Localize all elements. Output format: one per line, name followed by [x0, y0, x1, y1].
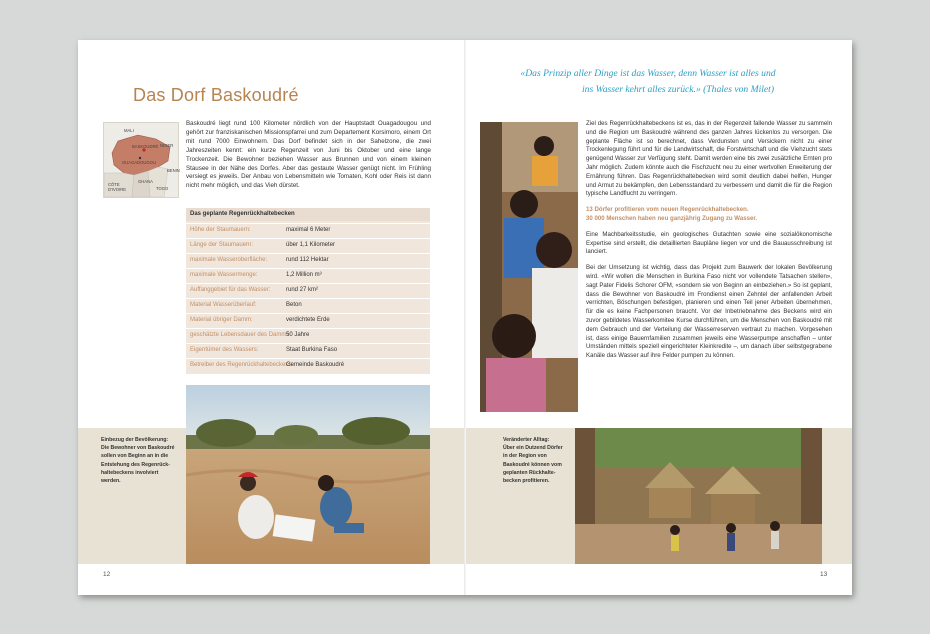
paragraph: Bei der Umsetzung ist wichtig, dass das Projekt zum Bauwerk der lokalen Bevölkerung wird. «Wir wollen die Menschen in Burkina Faso nicht vor vollendete Tatsachen stellen», sagt Pater Fidelis Schorer OFM, «sondern sie von Beginn an einbeziehen.» So ist geplant, dass die Bewohner von Baskoudré im Frondienst einen Zehntel der anfallenden Arbeit verrichten, Böschungen befestigen, planieren und einen Teil jener Arbeiten übernehmen, für die es keine Fachpersonen braucht. Vor der Inbetriebnahme des Beckens wird ein zuvor gebildetes Wasserkomitee Kurse durchführen, um die Menschen von Baskoudré mit dem Gebrauch und der Verteilung der Wasserreserven vertraut zu machen. Vorgesehen ist, dass einige Bauernfamilien zusammen jeweils eine Wasserpumpe anschaffen – unter Umständen mittels speziell eingerichteter Kleinkredite –, um danach über selbstgegrabene Kanäle das Wasser auf ihre Felder pumpen zu können.	[586, 264, 832, 360]
facts-row	[186, 238, 430, 253]
facts-value: 1,2 Million m³	[286, 272, 322, 278]
caption-line: geplanten Rückhalte-	[503, 469, 556, 476]
map-label: NIGER	[160, 143, 174, 148]
caption-line: Baskoudré können vom	[503, 461, 562, 468]
page-number-left: 12	[103, 571, 111, 578]
highlight-line: 13 Dörfer profitieren vom neuen Regenrückhaltebecken.	[586, 206, 749, 214]
facts-key: Material übriger Damm:	[190, 317, 253, 323]
facts-key: maximale Wassermenge:	[190, 272, 258, 278]
caption-line: sollen von Beginn an in die	[101, 453, 169, 460]
right-photo-caption	[503, 436, 563, 485]
map-label: BENIN	[167, 168, 180, 173]
left-photo-caption	[101, 436, 175, 485]
facts-key: Länge der Staumauern:	[190, 242, 254, 248]
page-number-right: 13	[820, 571, 828, 578]
facts-value: Beton	[286, 302, 302, 308]
facts-header	[186, 208, 430, 221]
facts-row	[186, 283, 430, 298]
facts-title: Das geplante Regenrückhaltebecken	[190, 211, 295, 217]
caption-line: Veränderter Alltag:	[503, 437, 550, 443]
caption-line: in der Region von	[503, 453, 547, 460]
caption-line: Über ein Dutzend Dörfer	[503, 445, 563, 452]
page-title: Das Dorf Baskoudré	[133, 85, 299, 105]
map-label: TOGO	[156, 186, 169, 191]
right-body-text	[586, 120, 832, 368]
photo-children	[480, 122, 578, 412]
facts-value: über 1,1 Kilometer	[286, 242, 336, 248]
map-label: CÔTE D'IVOIRE	[108, 182, 127, 192]
quote-line: ins Wasser kehrt alles zurück.» (Thales von Milet)	[581, 84, 775, 95]
paragraph: Eine Machbarkeitsstudie, ein geologisches Gutachten sowie eine sozialökonomische Expertise sind erstellt, die detaillierten Baupläne liegen vor und die Bauausschreibung ist lanciert.	[586, 230, 832, 256]
facts-value: maximal 6 Meter	[286, 227, 331, 233]
photo-village	[575, 428, 822, 564]
facts-value: verdichtete Erde	[286, 317, 330, 323]
page-gutter	[464, 40, 466, 595]
caption-line: becken profitieren.	[503, 478, 550, 485]
facts-row	[186, 328, 430, 343]
paragraph: Ziel des Regenrückhaltebeckens ist es, das in der Regenzeit fallende Wasser zu sammeln und die Region um Baskoudré während des ganzen Jahres lückenlos zu versorgen. Die geplante Fläche ist so berechnet, dass Verdunsten und Versickern nicht zu einer Trockenlegung führt und für die Landwirtschaft, die Forstwirtschaft und die Viehzucht stets genügend Wasser zur Verfügung steht. Damit werden eine bis zwei zusätzliche Ernten pro Jahr möglich. Zudem könnte auch die Fischzucht neu zu einer wertvollen Erweiterung der Ernährung führen. Das Regenrückhaltebecken wird somit deutlich dabei helfen, Hunger und Armut zu bekämpfen, den Lebensstandard zu verbessern und damit die für die Region typische Landflucht zu verringern.	[586, 120, 832, 198]
facts-key: Eigentümer des Wassers:	[190, 347, 259, 353]
photo-planning-meeting	[186, 385, 430, 564]
map-label: MALI	[124, 128, 134, 133]
highlight-line: 30 000 Menschen haben neu ganzjährig Zugang zu Wasser.	[586, 214, 758, 222]
caption-line: werden.	[101, 478, 121, 485]
facts-row	[186, 313, 430, 328]
facts-row	[186, 268, 430, 283]
caption-line: Die Bewohner von Baskoudré	[101, 445, 175, 452]
facts-row	[186, 343, 430, 358]
burkina-map	[103, 122, 179, 198]
quote-line: «Das Prinzip aller Dinge ist das Wasser, denn Wasser ist alles und	[520, 68, 776, 79]
caption-line: Entstehung des Regenrück-	[101, 461, 170, 468]
facts-value: rund 112 Hektar	[286, 257, 329, 263]
facts-row	[186, 223, 430, 238]
caption-line: haltebeckens involviert	[101, 469, 159, 476]
map-label: GHANA	[138, 179, 153, 184]
facts-key: geschätzte Lebensdauer des Damms:	[190, 332, 292, 338]
brochure-spread	[78, 40, 852, 595]
highlight-block	[586, 206, 832, 224]
facts-key: Betreiber des Regenrückhaltebeckens:	[190, 362, 294, 368]
facts-row	[186, 298, 430, 313]
facts-value: Staat Burkina Faso	[286, 347, 338, 353]
facts-row	[186, 253, 430, 268]
page-quote	[466, 66, 830, 98]
facts-key: Material Wasserüberlauf:	[190, 302, 257, 308]
facts-value: 50 Jahre	[286, 332, 310, 338]
intro-text: Baskoudré liegt rund 100 Kilometer nördlich von der Hauptstadt Ouagadougou und gehört zur franziskanischen Missionspfarrei und zum Departement Korsimoro, einem Ort mit rund 7000 Einwohnern. Das Dorf befindet sich in der Sahelzone, die zwei Jahreszeiten kennt: ein kurze Regenzeit von Juni bis Oktober und eine lange Trockenzeit. Die Bewohner beziehen Wasser aus Brunnen und von einem kleinen Stausee in der Nähe des Dorfes. Aber das gestaute Wasser genügt nicht. Im Frühling versiegt es jeweils. Der Anbau von Lebensmitteln wie Tomaten, Kohl oder Reis ist dann nicht mehr möglich, und das Vieh dürstet.	[186, 120, 431, 190]
caption-line: Einbezug der Bevölkerung:	[101, 437, 169, 443]
facts-table	[186, 208, 430, 374]
facts-value: Gemeinde Baskoudré	[286, 362, 345, 368]
facts-row	[186, 358, 430, 373]
facts-key: maximale Wasseroberfläche:	[190, 257, 268, 263]
facts-key: Auffanggebiet für das Wasser:	[190, 287, 271, 293]
map-label: BASKOUDRÉ	[132, 144, 159, 149]
facts-key: Höhe der Staumauern:	[190, 227, 251, 233]
facts-value: rund 27 km²	[286, 287, 319, 293]
map-label: OUAGADOUGOU	[122, 160, 156, 165]
